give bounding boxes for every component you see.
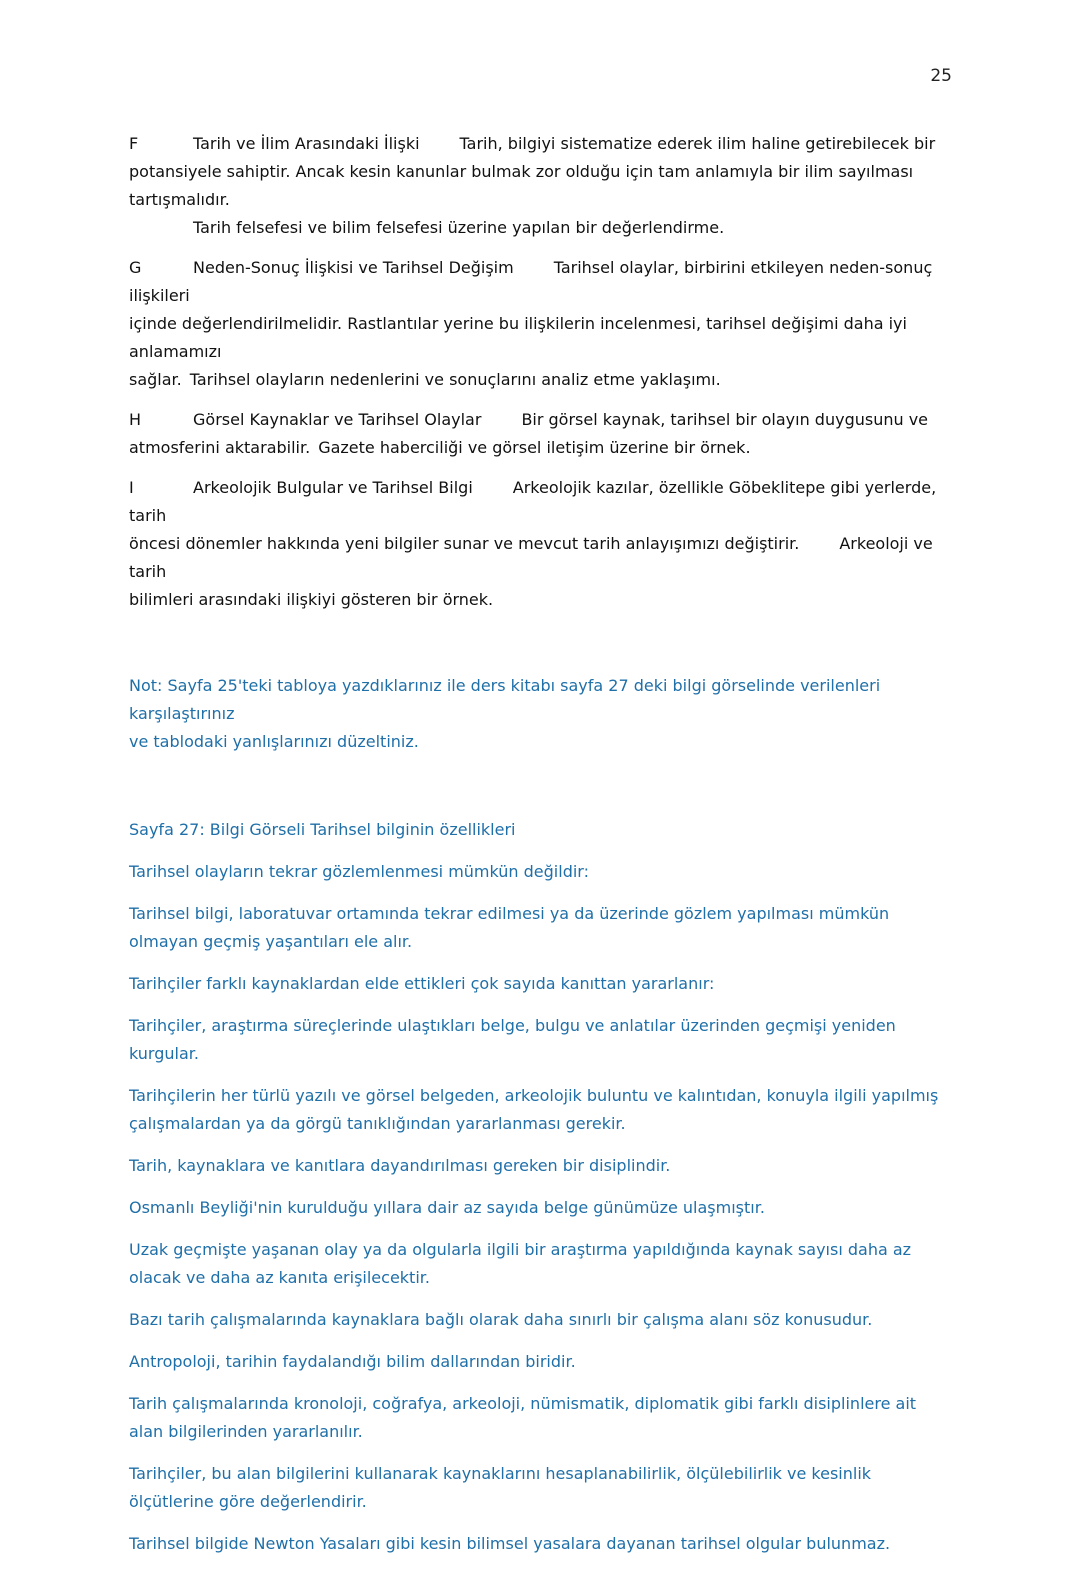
paragraph: Tarihçiler farklı kaynaklardan elde ettikleri çok sayıda kanıttan yararlanır: <box>129 974 715 993</box>
entry-i-line2 <box>129 530 949 586</box>
entry-text: Arkeoloji ve tarih <box>129 534 933 581</box>
entry-text: Gazete haberciliği ve görsel iletişim üzerine bir örnek. <box>318 438 751 457</box>
paragraph-list <box>129 858 949 1558</box>
section-title: Sayfa 27: Bilgi Görseli Tarihsel bilginin özellikleri <box>129 820 516 839</box>
paragraph: Osmanlı Beyliği'nin kurulduğu yıllara dair az sayıda belge günümüze ulaşmıştır. <box>129 1198 765 1217</box>
paragraph: Tarih, kaynaklara ve kanıtlara dayandırılması gereken bir disiplindir. <box>129 1156 671 1175</box>
entry-i-line3: bilimleri arasındaki ilişkiyi gösteren bir örnek. <box>129 590 494 609</box>
page-number: 25 <box>930 66 952 86</box>
entry-letter: G <box>129 258 142 277</box>
entry-g-line3 <box>129 366 949 394</box>
entry-text: Bir görsel kaynak, tarihsel bir olayın duygusunu ve <box>521 410 929 429</box>
paragraph: Tarih çalışmalarında kronoloji, coğrafya, arkeoloji, nümismatik, diplomatik gibi farklı disiplinlere ait alan bilgilerinden yararlanılır. <box>129 1394 917 1441</box>
entry-f-line3 <box>129 214 949 242</box>
entry-g-line1 <box>129 254 949 310</box>
entry-f-line1 <box>129 130 949 158</box>
note-line2: ve tablodaki yanlışlarınızı düzeltiniz. <box>129 732 419 751</box>
paragraph: Tarihsel olayların tekrar gözlemlenmesi mümkün değildir: <box>129 862 589 881</box>
paragraph: Tarihsel bilgide Newton Yasaları gibi kesin bilimsel yasalara dayanan tarihsel olgular bulunmaz. <box>129 1534 891 1553</box>
entry-letter: F <box>129 134 139 153</box>
entry-g-line2: içinde değerlendirilmelidir. Rastlantılar yerine bu ilişkilerin incelenmesi, tarihsel değişimi daha iyi anlamamızı <box>129 314 907 361</box>
entry-text: Tarih felsefesi ve bilim felsefesi üzerine yapılan bir değerlendirme. <box>193 218 725 237</box>
entry-letter: I <box>129 478 134 497</box>
entry-title: Neden-Sonuç İlişkisi ve Tarihsel Değişim <box>193 258 514 277</box>
entry-title: Görsel Kaynaklar ve Tarihsel Olaylar <box>193 410 482 429</box>
paragraph: Tarihçiler, araştırma süreçlerinde ulaştıkları belge, bulgu ve anlatılar üzerinden geçmişi yeniden kurgular. <box>129 1016 896 1063</box>
note-line1: Not: Sayfa 25'teki tabloya yazdıklarınız ile ders kitabı sayfa 27 deki bilgi görselinde verilenleri karşılaştırınız <box>129 676 881 723</box>
entry-text: sağlar. <box>129 370 182 389</box>
entry-f-line2: potansiyele sahiptir. Ancak kesin kanunlar bulmak zor olduğu için tam anlamıyla bir ilim sayılması tartışmalıdır. <box>129 162 914 209</box>
paragraph: Tarihçiler, bu alan bilgilerini kullanarak kaynaklarını hesaplanabilirlik, ölçülebilirlik ve kesinlik ölçütlerine göre değerlendirir. <box>129 1464 872 1511</box>
note <box>129 672 949 756</box>
entry-letter: H <box>129 410 142 429</box>
entry-title: Arkeolojik Bulgular ve Tarihsel Bilgi <box>193 478 473 497</box>
entry-title: Tarih ve İlim Arasındaki İlişki <box>193 134 420 153</box>
page-content <box>129 130 949 1572</box>
entry-h <box>129 406 949 462</box>
entry-text: Tarih, bilgiyi sistematize ederek ilim haline getirebilecek bir <box>459 134 936 153</box>
paragraph: Antropoloji, tarihin faydalandığı bilim dallarından biridir. <box>129 1352 576 1371</box>
paragraph: Tarihçilerin her türlü yazılı ve görsel belgeden, arkeolojik buluntu ve kalıntıdan, konuyla ilgili yapılmış çalışmalardan ya da görgü tanıklığından yararlanması gerekir. <box>129 1086 939 1133</box>
entry-i <box>129 474 949 614</box>
entry-text: Tarihsel olayların nedenlerini ve sonuçlarını analiz etme yaklaşımı. <box>189 370 721 389</box>
entry-text: Tarihsel olaylar, birbirini etkileyen neden-sonuç ilişkileri <box>129 258 933 305</box>
entry-f <box>129 130 949 242</box>
entry-i-line1 <box>129 474 949 530</box>
entry-text: öncesi dönemler hakkında yeni bilgiler sunar ve mevcut tarih anlayışımızı değiştirir. <box>129 534 800 553</box>
entry-h-line2 <box>129 434 949 462</box>
paragraph: Tarihsel bilgi, laboratuvar ortamında tekrar edilmesi ya da üzerinde gözlem yapılması mümkün olmayan geçmiş yaşantıları ele alır. <box>129 904 890 951</box>
paragraph: Uzak geçmişte yaşanan olay ya da olgularla ilgili bir araştırma yapıldığında kaynak sayısı daha az olacak ve daha az kanıta erişilecektir. <box>129 1240 912 1287</box>
entry-g <box>129 254 949 394</box>
paragraph: Bazı tarih çalışmalarında kaynaklara bağlı olarak daha sınırlı bir çalışma alanı söz konusudur. <box>129 1310 873 1329</box>
entry-text: Arkeolojik kazılar, özellikle Göbeklitepe gibi yerlerde, tarih <box>129 478 937 525</box>
entry-text: atmosferini aktarabilir. <box>129 438 311 457</box>
entry-h-line1 <box>129 406 949 434</box>
